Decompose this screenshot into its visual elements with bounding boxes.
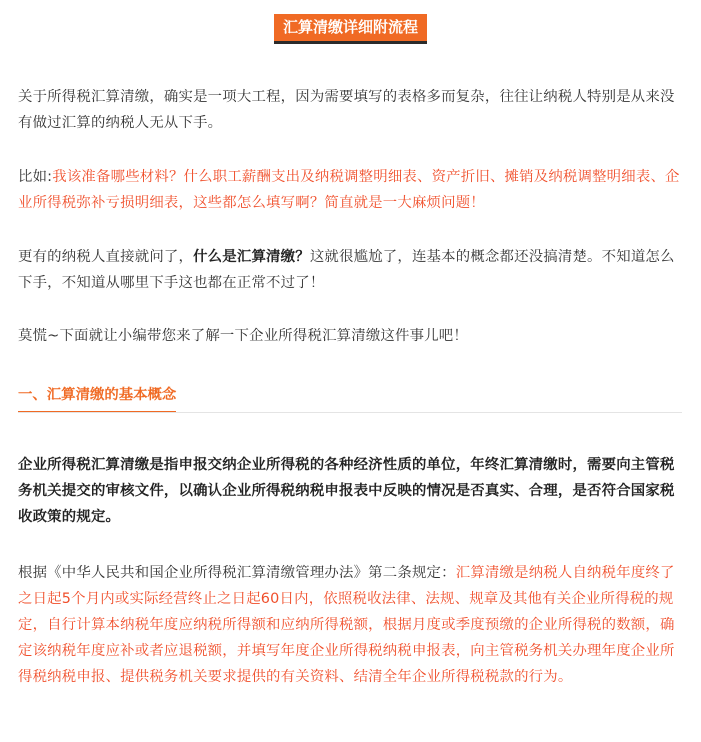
example-prefix: 比如: <box>18 169 53 185</box>
question-highlight: 什么是汇算清缴？ <box>193 249 310 265</box>
section-title: 一、汇算清缴的基本概念 <box>18 385 176 413</box>
section-header <box>18 384 682 413</box>
intro-paragraph-2 <box>18 164 682 216</box>
question-lead: 更有的纳税人直接就问了， <box>18 249 194 265</box>
regulation-paragraph <box>18 560 682 690</box>
banner-container <box>0 14 701 44</box>
question-tail: 这就很尴尬了，连基本的概念都还没搞清楚。不知道怎么下手，不知道从哪里下手这也都在正常不过了！ <box>18 249 675 291</box>
definition-paragraph: 企业所得税汇算清缴是指申报交纳企业所得税的各种经济性质的单位，年终汇算清缴时，需要向主管税务机关提交的审核文件，以确认企业所得税纳税申报表中反映的情况是否真实、合理，是否符合国家税收政策的规定。 <box>18 457 675 525</box>
intro-paragraph-3 <box>18 244 682 296</box>
example-questions: 我该准备哪些材料？什么职工薪酬支出及纳税调整明细表、资产折旧、摊销及纳税调整明细表、企业所得税弥补亏损明细表，这些都怎么填写啊？简直就是一大麻烦问题！ <box>18 169 680 211</box>
regulation-text: 汇算清缴是纳税人自纳税年度终了之日起5个月内或实际经营终止之日起60日内，依照税收法律、法规、规章及其他有关企业所得税的规定，自行计算本纳税年度应纳税所得额和应纳所得税额，根据月度或季度预缴的企业所得税的数额，确定该纳税年度应补或者应退税额，并填写年度企业所得税纳税申报表，向主管税务机关办理年度企业所得税纳税申报、提供税务机关要求提供的有关资料、结清全年企业所得税税款的行为。 <box>18 565 675 685</box>
section-divider <box>18 412 682 413</box>
section-banner: 汇算清缴详细附流程 <box>274 14 427 44</box>
regulation-prefix: 根据《中华人民共和国企业所得税汇算清缴管理办法》第二条规定： <box>18 565 456 581</box>
intro-paragraph-4: 莫慌~下面就让小编带您来了解一下企业所得税汇算清缴这件事儿吧！ <box>18 328 468 344</box>
intro-paragraph-1: 关于所得税汇算清缴，确实是一项大工程，因为需要填写的表格多而复杂，往往让纳税人特别是从来没有做过汇算的纳税人无从下手。 <box>18 89 675 131</box>
